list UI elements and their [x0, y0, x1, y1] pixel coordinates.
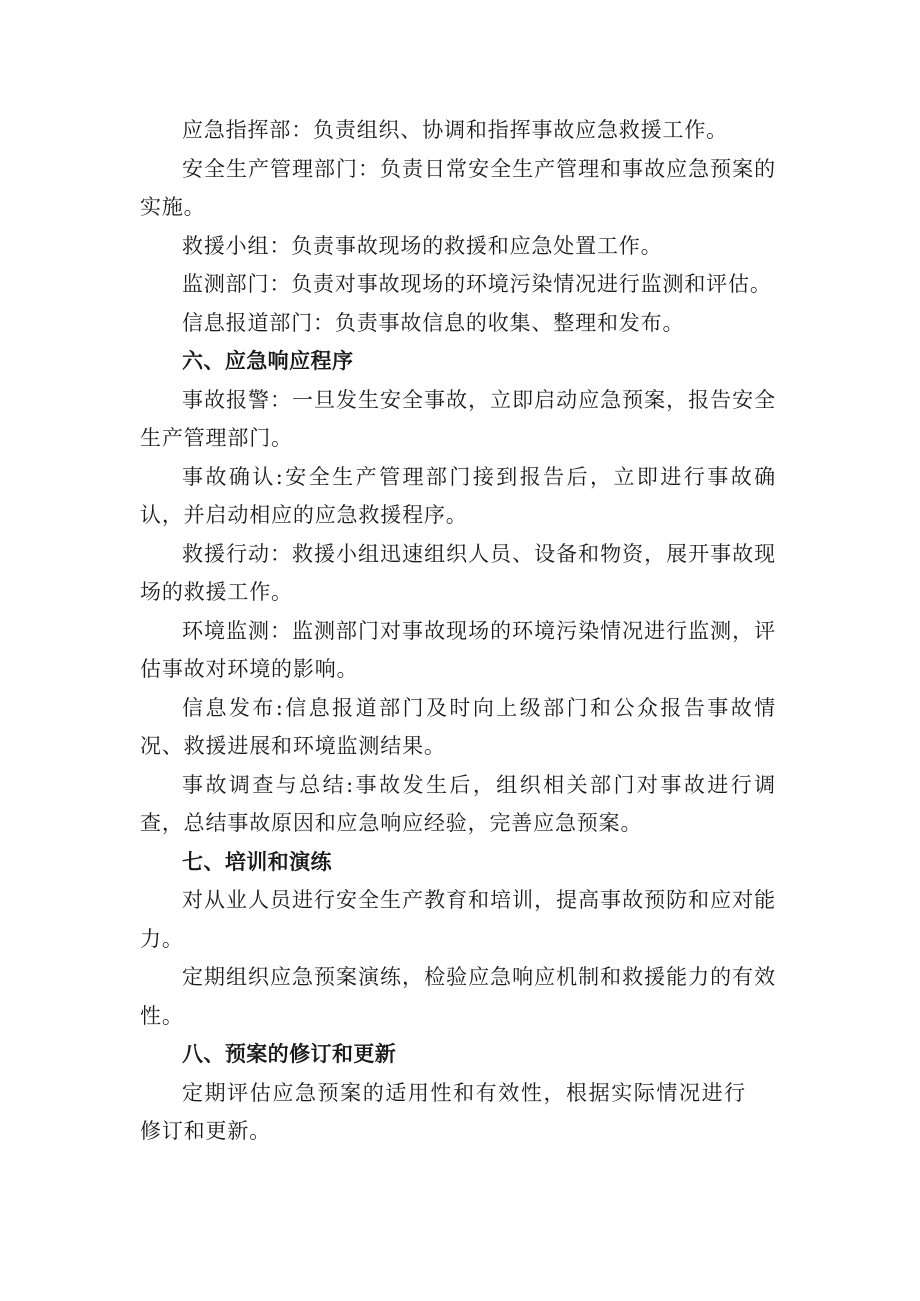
paragraph-investigation-summary: 事故调查与总结:事故发生后，组织相关部门对事故进行调查，总结事故原因和应急响应经验，完善应急预案。 — [140, 772, 776, 835]
paragraph-rescue-action: 救援行动：救援小组迅速组织人员、设备和物资，展开事故现场的救援工作。 — [140, 541, 776, 604]
paragraph-information-release: 信息发布:信息报道部门及时向上级部门和公众报告事故情况、救援进展和环境监测结果。 — [140, 695, 776, 758]
paragraph-revision: 定期评估应急预案的适用性和有效性，根据实际情况进行修订和更新。 — [140, 1080, 746, 1143]
paragraph-accident-alarm: 事故报警：一旦发生安全事故，立即启动应急预案，报告安全生产管理部门。 — [140, 387, 776, 450]
section-7-heading: 七、培训和演练 — [182, 849, 332, 874]
section-8-heading: 八、预案的修订和更新 — [182, 1042, 397, 1066]
paragraph-training: 对从业人员进行安全生产教育和培训，提高事故预防和应对能力。 — [140, 888, 776, 951]
role-safety-management: 安全生产管理部门：负责日常安全生产管理和事故应急预案的实施。 — [140, 156, 776, 219]
role-monitoring-dept: 监测部门：负责对事故现场的环境污染情况进行监测和评估。 — [182, 272, 772, 296]
document-page — [140, 111, 776, 1151]
paragraph-environment-monitoring: 环境监测：监测部门对事故现场的环境污染情况进行监测，评估事故对环境的影响。 — [140, 618, 776, 681]
role-emergency-command: 应急指挥部：负责组织、协调和指挥事故应急救援工作。 — [182, 118, 728, 142]
section-6-heading: 六、应急响应程序 — [182, 349, 354, 373]
paragraph-drills: 定期组织应急预案演练，检验应急响应机制和救援能力的有效性。 — [140, 965, 776, 1028]
role-info-dept: 信息报道部门：负责事故信息的收集、整理和发布。 — [182, 310, 685, 335]
paragraph-accident-confirmation: 事故确认:安全生产管理部门接到报告后，立即进行事故确认，并启动相应的应急救援程序。 — [140, 464, 776, 527]
role-rescue-team: 救援小组：负责事故现场的救援和应急处置工作。 — [182, 233, 663, 258]
